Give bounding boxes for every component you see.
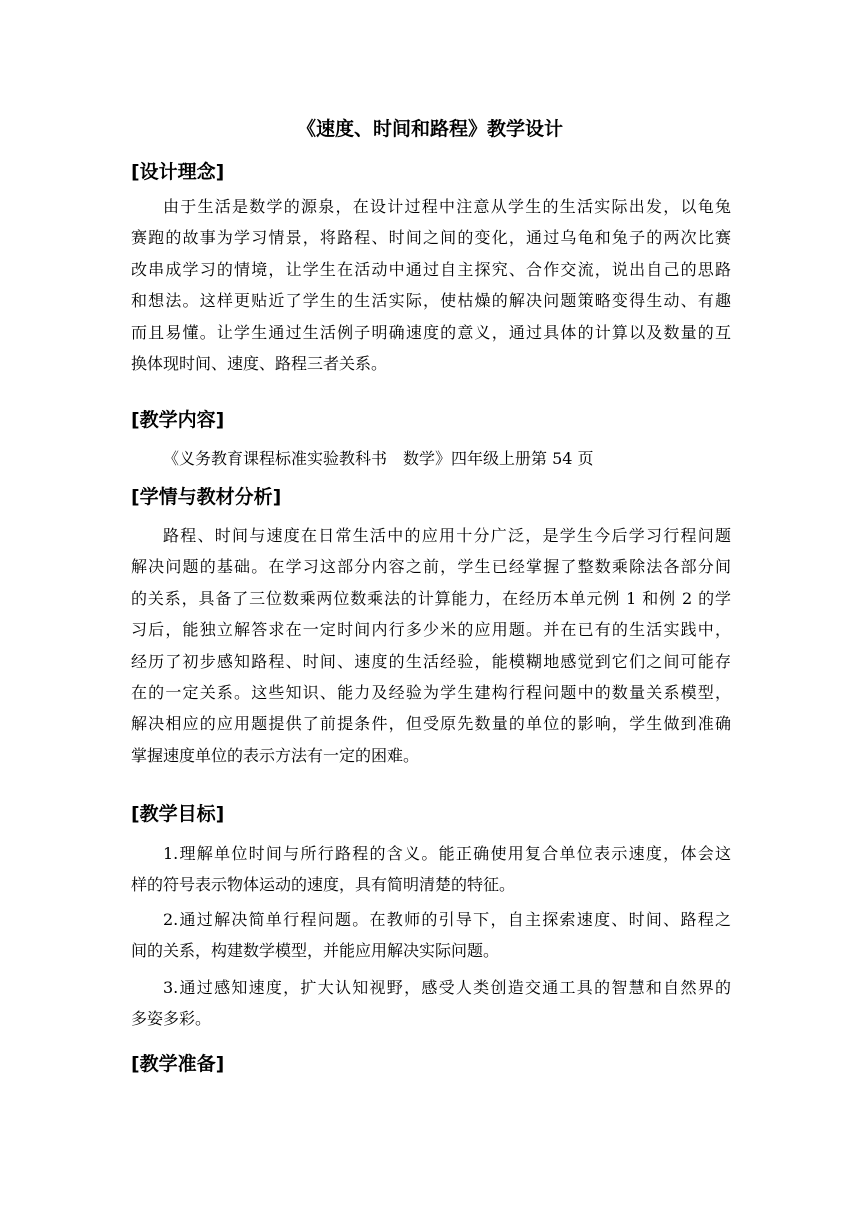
text-line: 解决问题的基础。在学习这部分内容之前，学生已经掌握了整数乘除法各部分间 — [131, 557, 731, 577]
text-line: 和想法。这样更贴近了学生的生活实际，使枯燥的解决问题策略变得生动、有趣 — [131, 291, 731, 311]
paragraph-design-concept — [131, 191, 731, 379]
text-line: 改串成学习的情境，让学生在活动中通过自主探究、合作交流，说出自己的思路 — [131, 259, 731, 279]
section-heading-learner-analysis: [学情与教材分析] — [131, 486, 282, 508]
document-title: 《速度、时间和路程》教学设计 — [296, 118, 563, 140]
text-line: 1.理解单位时间与所行路程的含义。能正确使用复合单位表示速度，体会这 — [163, 844, 731, 863]
text-line: 的关系，具备了三位数乘两位数乘法的计算能力，在经历本单元例 1 和例 2 的学 — [131, 588, 731, 608]
text-line: 习后，能独立解答求在一定时间内行多少米的应用题。并在已有的生活实践中， — [131, 620, 731, 640]
text-line: 2.通过解决简单行程问题。在教师的引导下，自主探索速度、时间、路程之 — [163, 910, 731, 929]
text-line: 多姿多彩。 — [131, 1009, 212, 1029]
text-line: 样的符号表示物体运动的速度，具有简明清楚的特征。 — [131, 875, 516, 895]
text-line: 间的关系，构建数学模型，并能应用解决实际问题。 — [131, 941, 500, 961]
text-line: 由于生活是数学的源泉，在设计过程中注意从学生的生活实际出发，以龟兔 — [163, 197, 731, 216]
section-heading-teaching-content: [教学内容] — [131, 409, 225, 431]
text-line: 而且易懂。让学生通过生活例子明确速度的意义，通过具体的计算以及数量的互 — [131, 322, 731, 342]
goal-item-1 — [131, 838, 731, 901]
text-line: 经历了初步感知路程、时间、速度的生活经验，能模糊地感觉到它们之间可能存 — [131, 651, 731, 671]
section-heading-teaching-preparation: [教学准备] — [131, 1053, 225, 1075]
text-line: 掌握速度单位的表示方法有一定的困难。 — [131, 745, 420, 765]
text-line: 解决相应的应用题提供了前提条件，但受原先数量的单位的影响，学生做到准确 — [131, 714, 731, 734]
text-line: 在的一定关系。这些知识、能力及经验为学生建构行程问题中的数量关系模型， — [131, 683, 731, 703]
paragraph-learner-analysis — [131, 520, 731, 771]
text-line: 《义务教育课程标准实验教科书 数学》四年级上册第 54 页 — [163, 449, 594, 468]
section-heading-teaching-goals: [教学目标] — [131, 803, 225, 825]
goal-item-3 — [131, 972, 731, 1035]
text-line: 路程、时间与速度在日常生活中的应用十分广泛，是学生今后学习行程问题 — [163, 526, 731, 545]
section-heading-design-concept: [设计理念] — [131, 161, 225, 183]
text-line: 换体现时间、速度、路程三者关系。 — [131, 354, 388, 374]
text-line: 赛跑的故事为学习情景，将路程、时间之间的变化，通过乌龟和兔子的两次比赛 — [131, 228, 731, 248]
paragraph-teaching-content — [131, 443, 731, 474]
text-line: 3.通过感知速度，扩大认知视野，感受人类创造交通工具的智慧和自然界的 — [163, 978, 731, 997]
goal-item-2 — [131, 904, 731, 967]
